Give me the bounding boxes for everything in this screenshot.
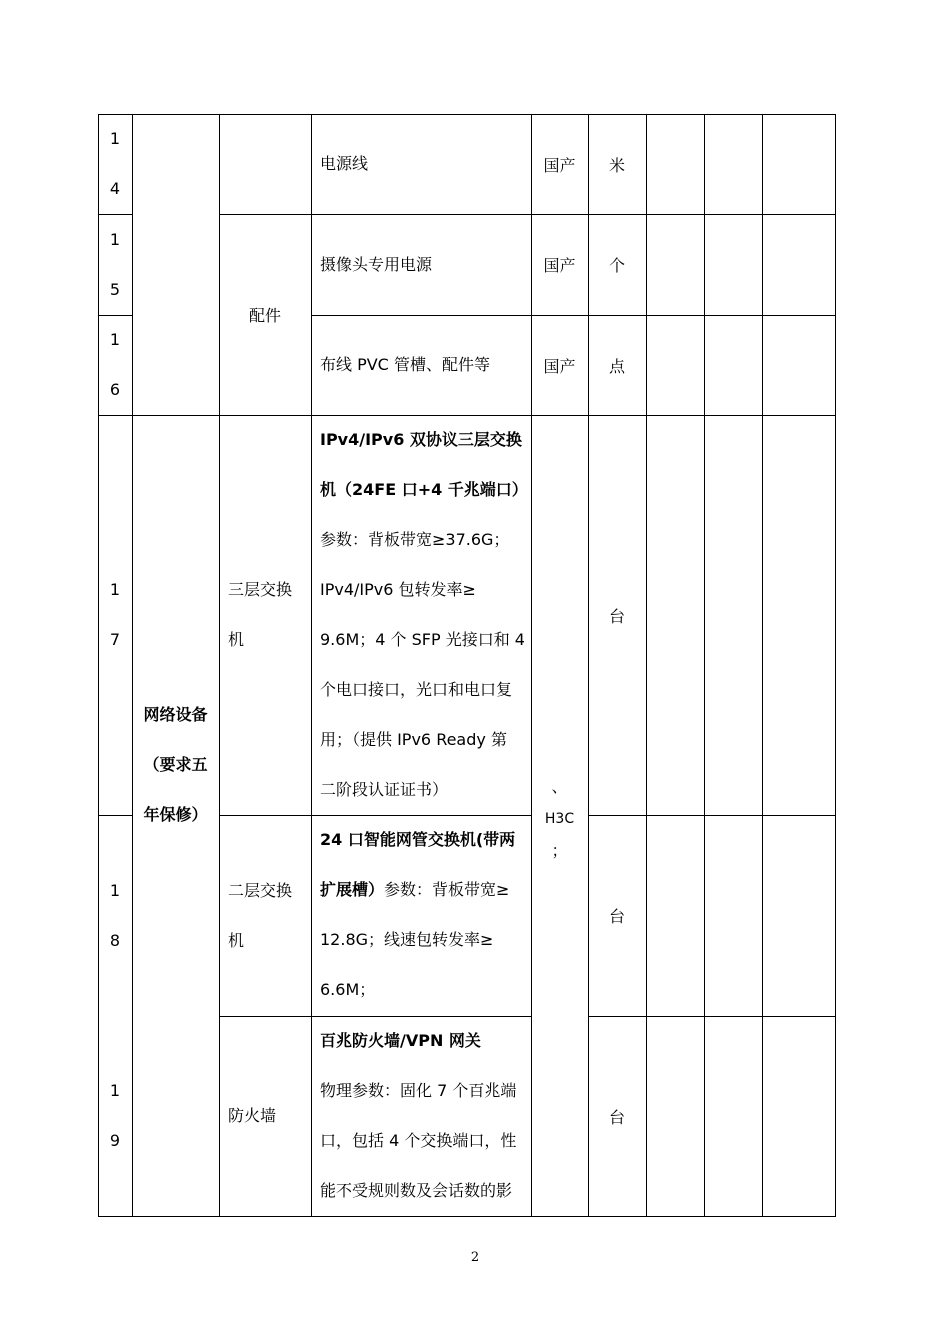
page-number: 2 — [470, 1250, 480, 1265]
row-number: 1 5 — [109, 229, 121, 299]
row-number: 1 4 — [109, 129, 121, 198]
item-description: 百兆防火墙/VPN 网关 物理参数：固化 7 个百兆端 口，包括 4 个交换端口，性 能不受规则数及会话数的影 — [320, 1031, 517, 1200]
origin-cell: 国产 — [543, 356, 576, 376]
item-name: 摄像头专用电源 — [320, 254, 433, 274]
sub-category: 防火墙 — [228, 1106, 277, 1125]
unit-cell: 台 — [608, 907, 625, 926]
unit-cell: 点 — [608, 356, 625, 376]
item-description: IPv4/IPv6 双协议三层交换 机（24FE 口+4 千兆端口） 参数：背板带宽≥37.6G； IPv4/IPv6 包转发率≥ 9.6M；4 个 SFP 光接口和 4 个电口接口，光口和电口复 用；（提供 IPv6 Ready 第 二阶段认证证书） — [320, 430, 528, 799]
sub-category: 二层交换 机 — [228, 880, 293, 950]
network-category: 网络设备 （要求五 年保修） — [143, 705, 208, 824]
origin-cell: 国产 — [543, 155, 576, 175]
equipment-table — [98, 114, 836, 1216]
row-number: 1 8 — [109, 880, 121, 950]
item-name: 电源线 — [320, 154, 369, 173]
brand-cell: 、 H3C ； — [544, 777, 575, 860]
unit-cell: 米 — [608, 155, 625, 175]
origin-cell: 国产 — [543, 256, 576, 275]
row-number: 1 7 — [109, 580, 121, 649]
item-description: 24 口智能网管交换机(带两 扩展槽）参数：背板带宽≥ 12.8G；线速包转发率≥ 6.6M； — [320, 830, 516, 999]
row-number: 1 9 — [109, 1081, 121, 1150]
item-name: 布线 PVC 管槽、配件等 — [320, 355, 490, 374]
unit-cell: 个 — [608, 256, 625, 275]
unit-cell: 台 — [608, 1107, 625, 1127]
sub-category: 三层交换 机 — [228, 580, 293, 649]
accessory-category: 配件 — [248, 306, 281, 325]
unit-cell: 台 — [608, 606, 625, 626]
row-number: 1 6 — [109, 330, 121, 399]
